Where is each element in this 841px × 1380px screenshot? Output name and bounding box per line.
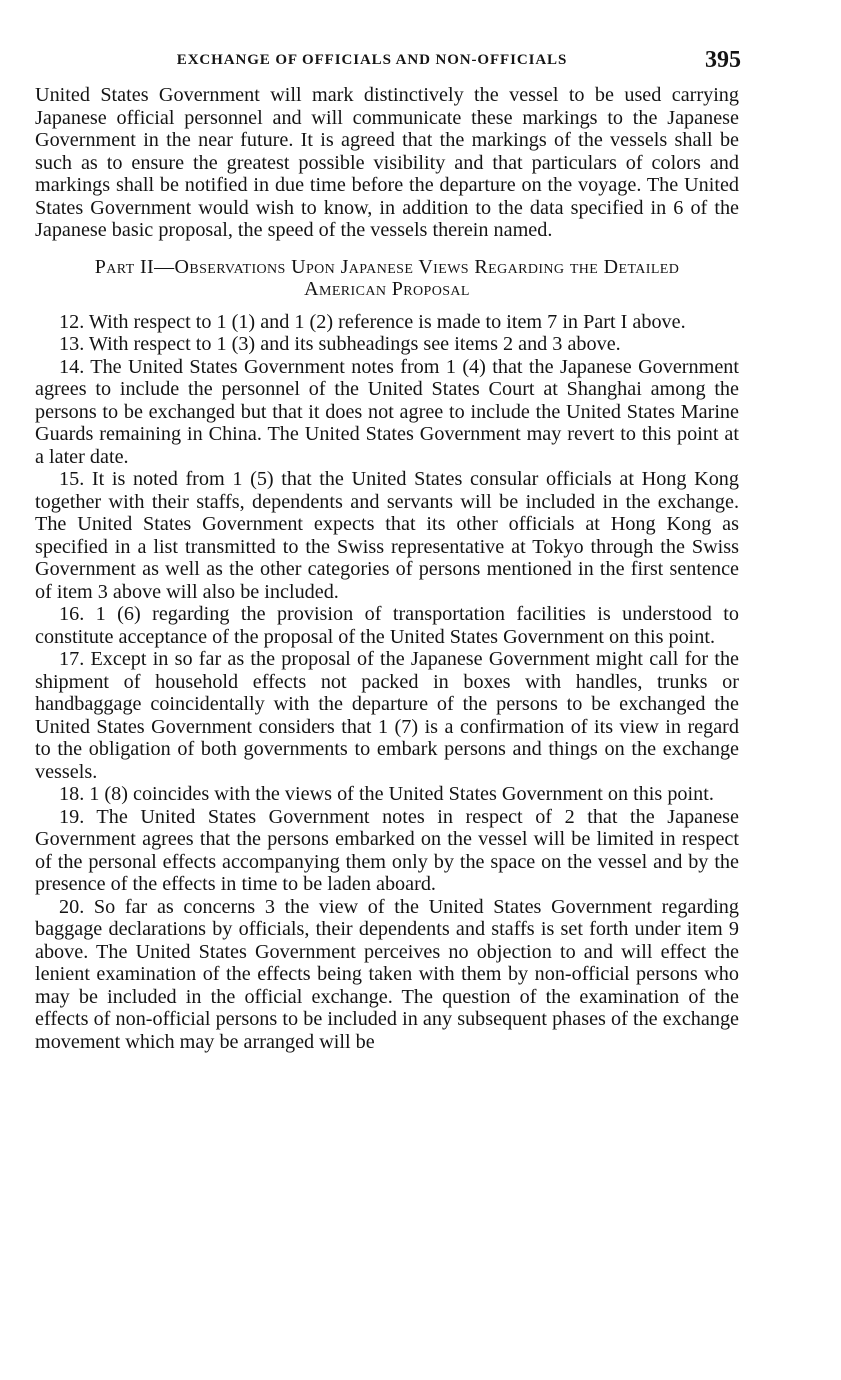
item-19: 19. The United States Government notes in respect of 2 that the Japanese Government agrees that the persons embarked on the vessel will be limited in respect of the personal effects accompanying them only by the space on the vessel and by the presence of the effects in time to be laden aboard.	[35, 805, 739, 895]
item-12: 12. With respect to 1 (1) and 1 (2) reference is made to item 7 in Part I above.	[59, 310, 686, 333]
document-page	[35, 44, 739, 1053]
page-number: 395	[705, 47, 741, 73]
running-title: EXCHANGE OF OFFICIALS AND NON-OFFICIALS	[176, 52, 568, 68]
part-heading: Part II—Observations Upon Japanese Views Regarding the Detailed American Proposal	[94, 255, 680, 300]
item-14: 14. The United States Government notes from 1 (4) that the Japanese Government agrees to include the personnel of the United States Court at Shanghai among the persons to be exchanged but that it does not agree to include the United States Marine Guards remaining in China. The United States Government may revert to this point at a later date.	[35, 355, 739, 468]
item-13: 13. With respect to 1 (3) and its subheadings see items 2 and 3 above.	[59, 333, 621, 355]
running-header	[35, 44, 739, 84]
item-17: 17. Except in so far as the proposal of the Japanese Government might call for the shipment of household effects not packed in boxes with handles, trunks or handbaggage coincidentally with the departure of the persons to be exchanged the United States Government considers that 1 (7) is a confirmation of its view in regard to the obligation of both governments to embark persons and things on the exchange vessels.	[35, 648, 739, 783]
item-16: 16. 1 (6) regarding the provision of transportation facilities is understood to constitute acceptance of the proposal of the United States Government on this point.	[35, 603, 739, 648]
item-18: 18. 1 (8) coincides with the views of the United States Government on this point.	[59, 783, 714, 805]
item-20: 20. So far as concerns 3 the view of the United States Government regarding baggage declarations by officials, their dependents and staffs is set forth under item 9 above. The United States Government perceives no objection to and will effect the lenient examination of the effects being taken with them by non-official persons who may be included in the official exchange. The question of the examination of the effects of non-official persons to be included in any subsequent phases of the exchange movement which may be arranged will be	[35, 895, 739, 1053]
intro-paragraph: United States Government will mark distinctively the vessel to be used carrying Japanese official personnel and will communicate these markings to the Japanese Government in the near future. It is agreed that the markings of the vessels shall be such as to ensure the greatest possible visibility and that particulars of colors and markings shall be notified in due time before the departure on the voyage. The United States Government would wish to know, in addition to the data specified in 6 of the Japanese basic proposal, the speed of the vessels therein named.	[35, 84, 739, 241]
item-15: 15. It is noted from 1 (5) that the United States consular officials at Hong Kong together with their staffs, dependents and servants will be included in the exchange. The United States Government expects that its other officials at Hong Kong as specified in a list transmitted to the Swiss representative at Tokyo through the Swiss Government as well as the other categories of persons mentioned in the first sentence of item 3 above will also be included.	[35, 468, 739, 603]
